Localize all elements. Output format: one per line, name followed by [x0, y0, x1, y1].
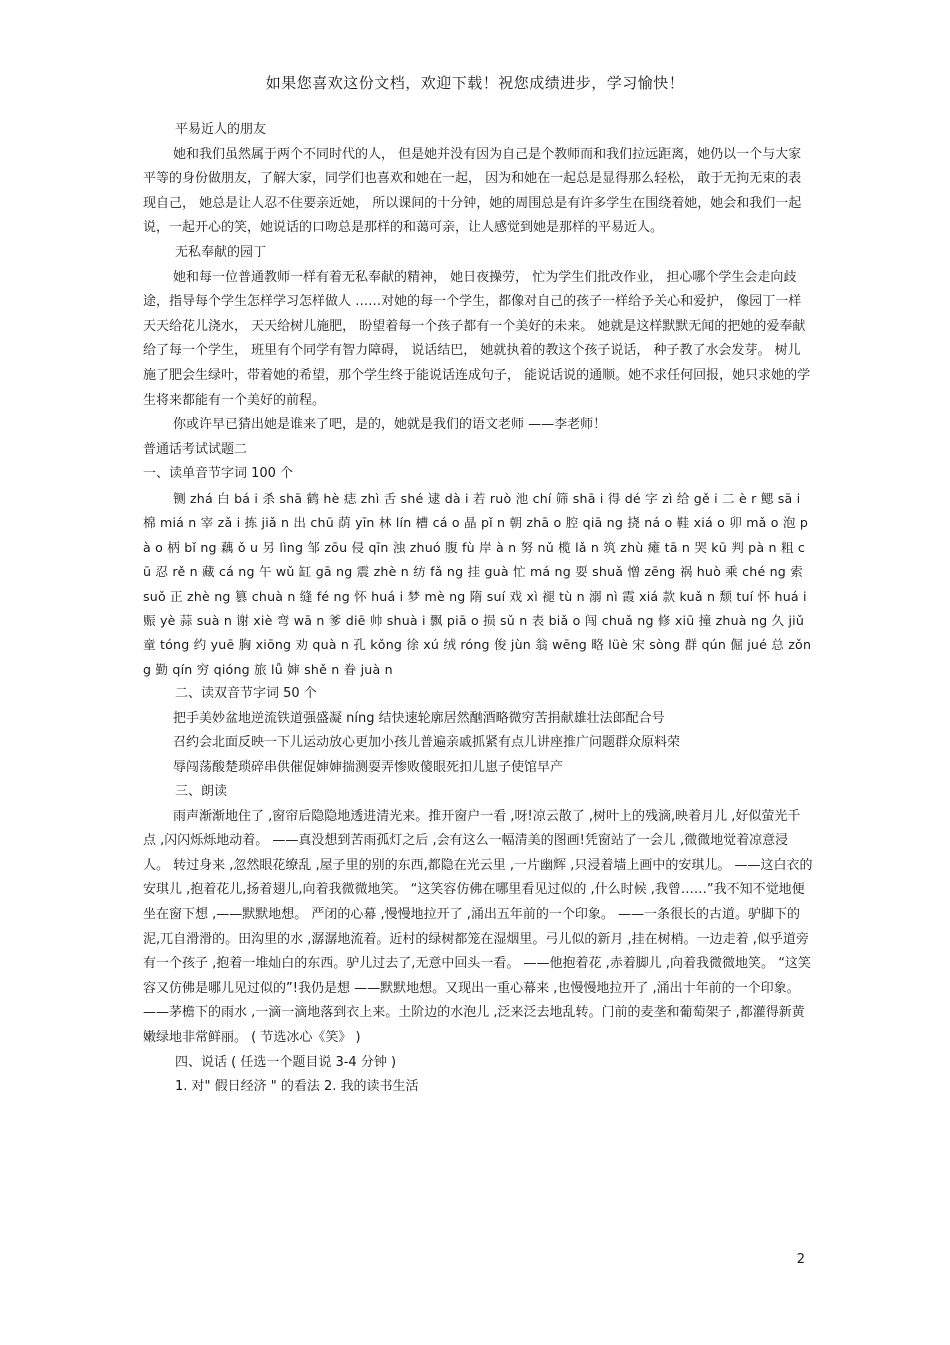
part2-words-line-2: 召约会北面反映一下儿运动放心更加小孩儿普遍亲戚抓紧有点儿讲座推广问题群众原料荣	[173, 735, 681, 751]
part2-heading: 二、读双音节字词 50 个	[175, 686, 317, 702]
page-number: 2	[796, 1252, 805, 1267]
exam-title: 普通话考试试题二	[143, 441, 248, 457]
part4-topics: 1. 对" 假日经济 " 的看法 2. 我的读书生活	[175, 1079, 419, 1095]
part3-heading: 三、朗读	[175, 783, 228, 799]
document-body	[143, 118, 813, 1100]
part3-reading-text: 雨声渐渐地住了 ,窗帘后隐隐地透进清光来。推开窗户一看 ,呀!凉云散了 ,树叶上的残滴,映着月儿 ,好似萤光千点 ,闪闪烁烁地动着。 ——真没想到苦雨孤灯之后 ,会有这么一幅清美的图画!凭窗站了一会儿 ,微微地觉着凉意浸人。 转过身来 ,忽然眼花缭乱 ,屋子里的别的东西,都隐在光云里 ,一片幽辉 ,只浸着墙上画中的安琪儿。 ——这白衣的安琪儿 ,抱着花儿,扬着翅儿,向着我微微地笑。 “这笑容仿佛在哪里看见过似的 ,什么时候 ,我曾……”我不知不觉地便坐在窗下想 ,——默默地想。 严闭的心幕 ,慢慢地拉开了 ,涌出五年前的一个印象。 ——一条很长的古道。驴脚下的泥,兀自滑滑的。田沟里的水 ,潺潺地流着。近村的绿树都笼在湿烟里。弓儿似的新月 ,挂在树梢。一边走着 ,似乎道旁有一个孩子 ,抱着一堆灿白的东西。驴儿过去了,无意中回头一看。 ——他抱着花 ,赤着脚儿 ,向着我微微地笑。 “这笑容又仿佛是哪儿见过似的”!我仍是想 ——默默地想。又现出一重心幕来 ,也慢慢地拉开了 ,涌出十年前的一个印象。——茅檐下的雨水 ,一滴一滴地落到衣上来。土阶边的水泡儿 ,泛来泛去地乱转。门前的麦垄和葡萄架子 ,都灌得新黄嫩绿地非常鲜丽。 ( 节选冰心《笑》 )	[143, 808, 813, 1045]
page-header: 如果您喜欢这份文档，欢迎下载！祝您成绩进步，学习愉快！	[265, 74, 685, 92]
part1-syllables: 铡 zhá 白 bá i 杀 shā 鹤 hè 痣 zhì 舌 shé 逮 dà i 若 ruò 池 chí 筛 shā i 得 dé 字 zì 给 gě i 二 è r 鳃 sā i 棉 miá n 宰 zǎ i 拣 jiǎ n 出 chū 荫 yīn 林 lín 槽 cá o 晶 pǐ n 朝 zhā o 腔 qiā ng 挠 ná o 鞋 xiá o 卯 mǎ o 泡 pà o 柄 bǐ ng 藕 ǒ u 另 lìng 邹 zōu 侵 qīn 浊 zhuó 腹 fù 岸 à n 努 nǔ 榄 lǎ n 筑 zhù 瘫 tā n 哭 kū 判 pà n 粗 cū 忍 rě n 藏 cá ng 午 wǔ 缸 gā ng 震 zhè n 纺 fǎ ng 挂 guà 忙 má ng 耍 shuǎ 憎 zēng 祸 huò 乘 ché ng 索 suǒ 正 zhè ng 篡 chuà n 缝 fé ng 怀 huá i 梦 mè ng 隋 suí 戏 xì 褪 tù n 溺 nì 霞 xiá 款 kuǎ n 颓 tuí 怀 huá i 赈 yè 蒜 suà n 谢 xiè 弯 wā n 爹 diē 帅 shuà i 飘 piā o 损 sǔ n 表 biǎ o 闯 chuǎ ng 修 xiū 撞 zhuà ng 久 jiǔ 童 tóng 约 yuē 胸 xiōng 劝 quà n 孔 kǒng 徐 xú 绒 róng 俊 jùn 翁 wēng 略 lüè 宋 sòng 群 qún 倔 jué 总 zǒng 勤 qín 穷 qióng 旅 lǚ 婶 shě n 眷 juà n	[143, 490, 812, 677]
essay-subtitle-2: 无私奉献的园丁	[175, 244, 267, 260]
essay-paragraph-1: 她和我们虽然属于两个不同时代的人， 但是她并没有因为自己是个教师而和我们拉远距离，她仍以一个与大家平等的身份做朋友，了解大家，同学们也喜欢和她在一起， 因为和她在一起总是显得那么轻松， 敢于无拘无束的表现自己， 她总是让人忍不住要亲近她， 所以课间的十分钟，她的周围总是有许多学生在围绕着她，她会和我们一起说，一起开心的笑，她说话的口吻总是那样的和蔼可亲，让人感觉到她是那样的平易近人。	[143, 146, 802, 236]
essay-paragraph-3: 你或许早已猜出她是谁来了吧，是的，她就是我们的语文老师 ——李老师！	[173, 417, 607, 433]
essay-subtitle-1: 平易近人的朋友	[175, 122, 267, 137]
part1-heading: 一、读单音节字词 100 个	[143, 466, 294, 482]
part4-heading: 四、说话 ( 任选一个题目说 3-4 分钟 )	[175, 1054, 397, 1070]
part2-words-line-1: 把手美妙盆地逆流铁道强盛凝 níng 结快速轮廓居然酗酒略微穷苦捐献雄壮法郎配合号	[173, 710, 665, 726]
essay-paragraph-2: 她和每一位普通教师一样有着无私奉献的精神， 她日夜操劳， 忙为学生们批改作业， 担心哪个学生会走向歧途，指导每个学生怎样学习怎样做人 ……对她的每一个学生，都像对自己的孩子一样给予关心和爱护， 像园丁一样天天给花儿浇水， 天天给树儿施肥， 盼望着每一个孩子都有一个美好的未来。 她就是这样默默无闻的把她的爱奉献给了每一个学生， 班里有个同学有智力障碍， 说话结巴， 她就执着的教这个孩子说话， 种子教了水会发芽。 树儿施了肥会生绿叶，带着她的希望，那个学生终于能说话连成句子， 能说话说的通顺。她不求任何回报，她只求她的学生将来都能有一个美好的前程。	[143, 269, 811, 408]
part2-words-line-3: 辱闯荡酸楚琐碎串供催促婶婶揣测耍弄惨败傻眼死扣儿崽子使馆早产	[173, 759, 564, 775]
